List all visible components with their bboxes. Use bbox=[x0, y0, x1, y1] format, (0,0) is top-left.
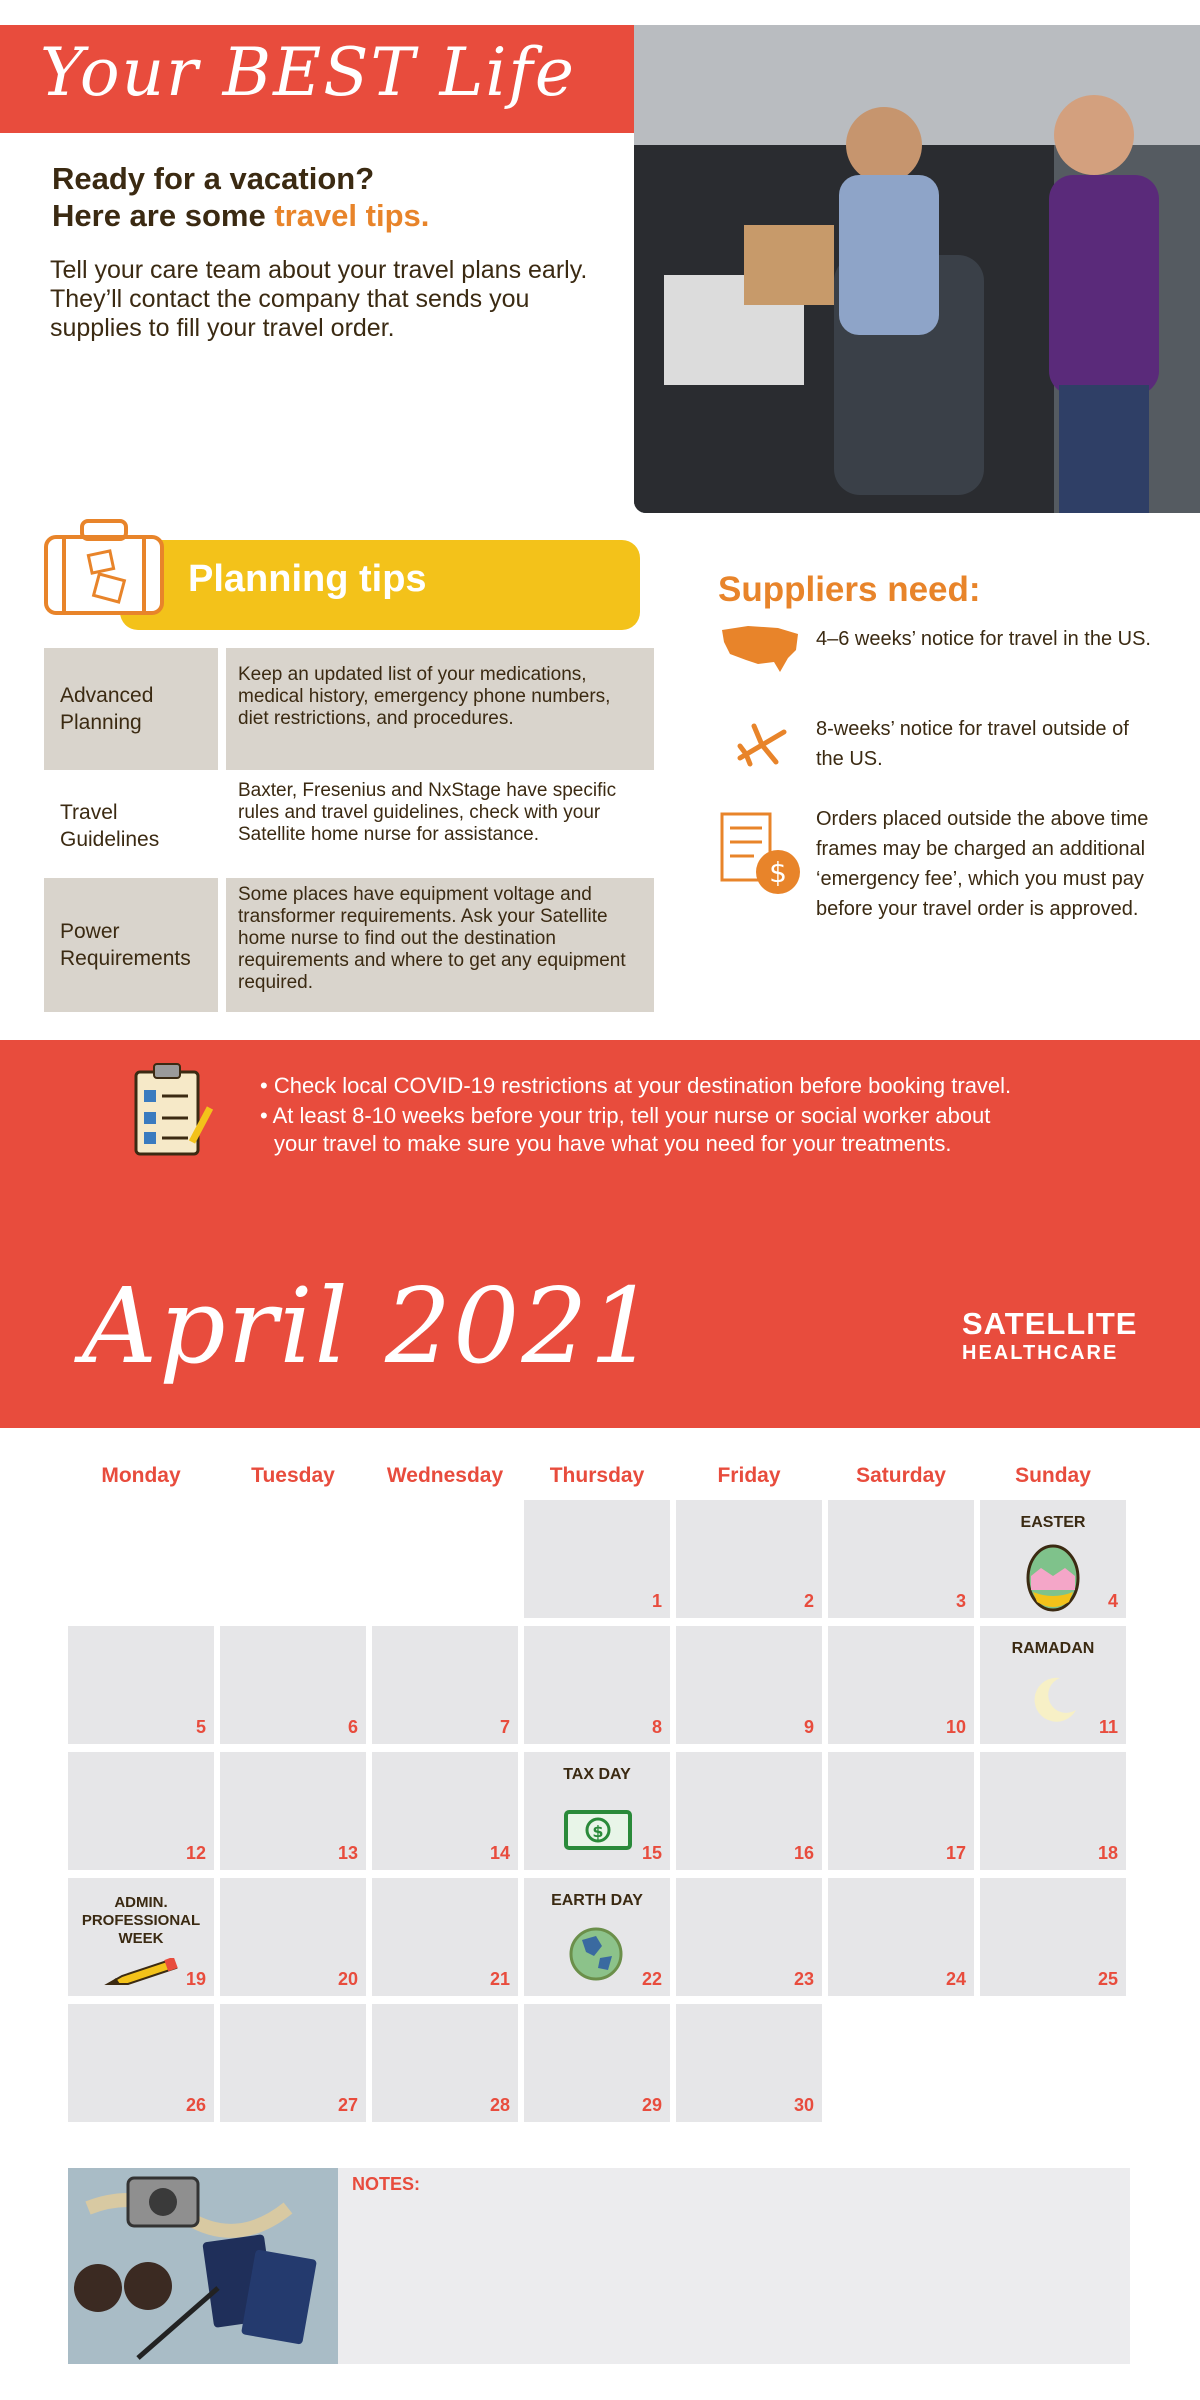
travel-couple-photo bbox=[634, 25, 1200, 513]
page-title: Your BEST Life bbox=[40, 34, 576, 111]
calendar-day[interactable] bbox=[372, 1752, 518, 1870]
supplier-note: 4–6 weeks’ notice for travel in the US. bbox=[816, 628, 1151, 650]
checklist-clipboard-icon bbox=[132, 1062, 214, 1158]
logo-satellite: SATELLITE bbox=[962, 1306, 1138, 1341]
weeks-bullet-line1: • At least 8-10 weeks before your trip, tell your nurse or social worker about bbox=[260, 1103, 991, 1128]
day-number: 30 bbox=[793, 2095, 814, 2115]
calendar-day[interactable] bbox=[524, 1752, 670, 1870]
day-number: 6 bbox=[347, 1717, 358, 1737]
day-number: 20 bbox=[337, 1969, 358, 1989]
intro-heading-prefix: Here are some bbox=[52, 198, 275, 233]
calendar-day[interactable] bbox=[676, 2004, 822, 2122]
calendar-day[interactable] bbox=[524, 1500, 670, 1618]
calendar-day[interactable] bbox=[220, 1752, 366, 1870]
day-number: 8 bbox=[651, 1717, 662, 1737]
calendar-day[interactable] bbox=[68, 1752, 214, 1870]
weekday-header: Wednesday bbox=[386, 1464, 504, 1487]
day-number: 23 bbox=[793, 1969, 814, 1989]
calendar-day[interactable] bbox=[68, 1878, 214, 1996]
day-number: 28 bbox=[489, 2095, 510, 2115]
airplane-icon bbox=[732, 718, 792, 778]
calendar-day[interactable] bbox=[220, 1626, 366, 1744]
calendar-day[interactable] bbox=[676, 1500, 822, 1618]
easter-egg-icon bbox=[1025, 1542, 1081, 1612]
calendar-day[interactable] bbox=[828, 1626, 974, 1744]
day-number: 15 bbox=[641, 1843, 662, 1863]
crescent-moon-icon bbox=[1030, 1674, 1080, 1724]
intro-heading-highlight: travel tips. bbox=[274, 198, 430, 233]
calendar-day[interactable] bbox=[372, 2004, 518, 2122]
suitcase-icon bbox=[44, 515, 164, 615]
day-number: 4 bbox=[1107, 1591, 1118, 1611]
day-number: 13 bbox=[337, 1843, 358, 1863]
day-number: 26 bbox=[185, 2095, 206, 2115]
event-tax-day: TAX DAY bbox=[563, 1766, 631, 1783]
plan-row-text: Keep an updated list of your medications, medical history, emergency phone numbers, diet restrictions, and procedures. bbox=[226, 648, 654, 770]
calendar-day[interactable] bbox=[676, 1626, 822, 1744]
supplier-note: 8-weeks’ notice for travel outside of the US. bbox=[816, 718, 1129, 770]
day-number: 21 bbox=[489, 1969, 510, 1989]
day-number: 2 bbox=[803, 1591, 814, 1611]
day-number: 11 bbox=[1098, 1717, 1118, 1737]
day-number: 19 bbox=[185, 1969, 206, 1989]
calendar-day[interactable] bbox=[980, 1878, 1126, 1996]
day-number: 14 bbox=[489, 1843, 510, 1863]
calendar-day[interactable] bbox=[220, 1878, 366, 1996]
plan-row-text: Some places have equipment voltage and transformer requirements. Ask your Satellite home nurse to find out the destination requirements and where to get any equipment required. bbox=[226, 878, 654, 1012]
notes-area[interactable] bbox=[338, 2168, 1130, 2364]
notes-label: NOTES: bbox=[352, 2174, 421, 2194]
day-number: 12 bbox=[185, 1843, 206, 1863]
calendar-day[interactable] bbox=[828, 1752, 974, 1870]
pencil-icon bbox=[104, 1958, 178, 1988]
covid-bullet: • Check local COVID-19 restrictions at your destination before booking travel. bbox=[260, 1073, 1012, 1098]
calendar-day[interactable] bbox=[220, 2004, 366, 2122]
weeks-bullet-line2: your travel to make sure you have what you need for your treatments. bbox=[274, 1131, 952, 1156]
weekday-header: Tuesday bbox=[251, 1464, 335, 1487]
calendar-day[interactable] bbox=[980, 1500, 1126, 1618]
plan-row-label: Power Requirements bbox=[44, 878, 218, 1012]
day-number: 3 bbox=[955, 1591, 966, 1611]
day-number: 17 bbox=[945, 1843, 966, 1863]
plan-row-text: Baxter, Fresenius and NxStage have specific rules and travel guidelines, check with your Satellite home nurse for assistance. bbox=[226, 776, 654, 876]
day-number: 22 bbox=[641, 1969, 662, 1989]
calendar-day[interactable] bbox=[828, 1878, 974, 1996]
day-number: 9 bbox=[803, 1717, 814, 1737]
suppliers-title: Suppliers need: bbox=[718, 570, 981, 609]
calendar-day[interactable] bbox=[372, 1626, 518, 1744]
calendar-day[interactable] bbox=[980, 1752, 1126, 1870]
calendar-day[interactable] bbox=[372, 1878, 518, 1996]
supplier-note: Orders placed outside the above time frames may be charged an additional ‘emergency fee’, which you must pay before your travel order is approved. bbox=[816, 808, 1149, 920]
travel-items-illustration bbox=[68, 2168, 338, 2364]
weekday-header: Saturday bbox=[856, 1464, 946, 1487]
globe-icon bbox=[568, 1926, 624, 1982]
weekday-header: Sunday bbox=[1015, 1464, 1091, 1487]
day-number: 5 bbox=[195, 1717, 206, 1737]
event-ramadan: RAMADAN bbox=[1011, 1640, 1095, 1657]
day-number: 1 bbox=[651, 1591, 662, 1611]
photo-illustration bbox=[634, 25, 1200, 513]
day-number: 27 bbox=[337, 2095, 358, 2115]
calendar-day[interactable] bbox=[524, 1626, 670, 1744]
day-number: 10 bbox=[945, 1717, 966, 1737]
svg-text:$: $ bbox=[769, 856, 787, 889]
money-bill-icon bbox=[564, 1810, 632, 1850]
day-number: 18 bbox=[1097, 1843, 1118, 1863]
event-easter: EASTER bbox=[1020, 1514, 1086, 1531]
calendar-day[interactable] bbox=[68, 2004, 214, 2122]
us-map-icon bbox=[718, 620, 804, 680]
day-number: 25 bbox=[1097, 1969, 1118, 1989]
event-admin-week: ADMIN. PROFESSIONAL WEEK bbox=[81, 1894, 201, 1947]
plan-row-label: Travel Guidelines bbox=[44, 776, 218, 876]
calendar-day[interactable] bbox=[676, 1752, 822, 1870]
day-number: 7 bbox=[499, 1717, 510, 1737]
calendar-day[interactable] bbox=[68, 1626, 214, 1744]
invoice-dollar-icon bbox=[718, 810, 804, 900]
travel-items-photo bbox=[68, 2168, 338, 2364]
intro-heading bbox=[52, 160, 429, 234]
day-number: 16 bbox=[793, 1843, 814, 1863]
day-number: 29 bbox=[641, 2095, 662, 2115]
calendar-day[interactable] bbox=[676, 1878, 822, 1996]
calendar-day[interactable] bbox=[980, 1626, 1126, 1744]
day-number: 24 bbox=[945, 1969, 966, 1989]
calendar-day[interactable] bbox=[828, 1500, 974, 1618]
event-earth-day: EARTH DAY bbox=[551, 1892, 643, 1909]
calendar-day[interactable] bbox=[524, 1878, 670, 1996]
plan-row-label: Advanced Planning bbox=[44, 648, 218, 770]
logo-healthcare: HEALTHCARE bbox=[962, 1342, 1119, 1364]
planning-tips-title: Planning tips bbox=[188, 558, 427, 600]
weekday-header: Monday bbox=[101, 1464, 181, 1487]
intro-body: Tell your care team about your travel plans early. They’ll contact the company that sends you supplies to fill your travel order. bbox=[50, 256, 588, 342]
calendar-day[interactable] bbox=[524, 2004, 670, 2122]
svg-text:$: $ bbox=[592, 1822, 604, 1841]
weekday-header: Thursday bbox=[549, 1464, 645, 1487]
intro-heading-line1: Ready for a vacation? bbox=[52, 161, 375, 196]
month-title: April 2021 bbox=[82, 1265, 658, 1387]
weekday-header: Friday bbox=[717, 1464, 781, 1487]
